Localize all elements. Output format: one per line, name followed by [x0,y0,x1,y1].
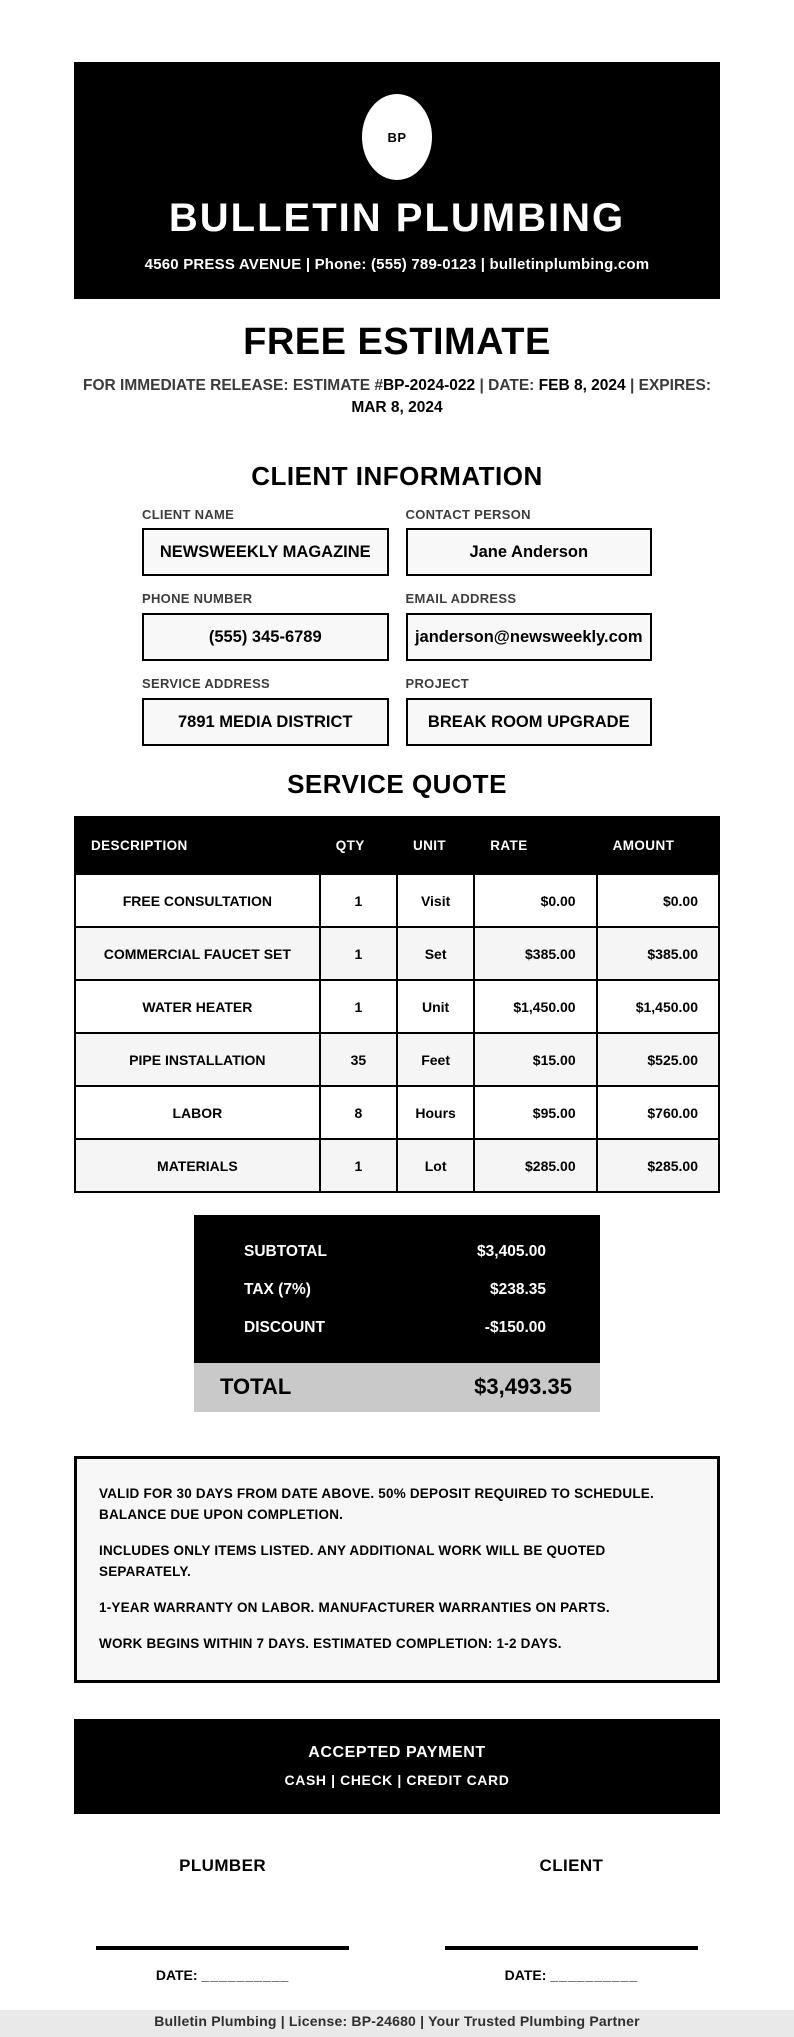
tax-row [194,1281,600,1299]
client-date [423,1967,720,1983]
cell-unit: Set [397,927,474,980]
cell-qty: 8 [320,1086,397,1139]
cell-unit: Lot [397,1139,474,1192]
service-address-field [142,677,389,746]
cell-description: FREE CONSULTATION [75,874,320,927]
table-row [75,1033,719,1086]
email-address-field [406,592,653,661]
document-title: FREE ESTIMATE [243,321,551,363]
terms-item: 1-YEAR WARRANTY ON LABOR. MANUFACTURER WARRANTIES ON PARTS. [99,1600,610,1616]
totals-breakdown [194,1215,600,1362]
cell-rate: $285.00 [474,1139,596,1192]
client-signature-line [445,1946,698,1950]
contact-person-field [406,508,653,577]
phone-number-value[interactable]: (555) 345-6789 [142,613,389,661]
cell-amount: $385.00 [597,927,719,980]
cell-qty: 1 [320,927,397,980]
cell-rate: $0.00 [474,874,596,927]
signature-section [74,1856,720,1983]
discount-row [194,1319,600,1337]
cell-amount: $525.00 [597,1033,719,1086]
document-footer: Bulletin Plumbing | License: BP-24680 | Your Trusted Plumbing Partner [154,2013,640,2030]
cell-description: COMMERCIAL FAUCET SET [75,927,320,980]
table-row [75,1086,719,1139]
plumber-signature-line [96,1946,349,1950]
project-value[interactable]: BREAK ROOM UPGRADE [406,698,653,746]
contact-person-value[interactable]: Jane Anderson [406,528,653,576]
tax-label: TAX (7%) [244,1281,311,1299]
date-label: DATE: [155,1967,198,1984]
cell-unit: Feet [397,1033,474,1086]
subtotal-label: SUBTOTAL [244,1243,327,1261]
date-blank-line: __________ [550,1967,639,1984]
total-value: $3,493.35 [474,1374,572,1400]
cell-rate: $385.00 [474,927,596,980]
terms-box [74,1456,720,1684]
cell-rate: $1,450.00 [474,980,596,1033]
cell-qty: 1 [320,1139,397,1192]
accepted-payment-box [74,1719,720,1814]
phone-number-field [142,592,389,661]
column-header-qty: QTY [320,817,397,874]
column-header-description: DESCRIPTION [75,817,320,874]
logo-initials: BP [387,129,407,145]
subtotal-row [194,1243,600,1261]
plumber-heading: PLUMBER [179,1856,266,1876]
terms-item: INCLUDES ONLY ITEMS LISTED. ANY ADDITIONAL WORK WILL BE QUOTED SEPARATELY. [99,1542,606,1580]
expiry-date: MAR 8, 2024 [351,399,443,417]
service-address-label: SERVICE ADDRESS [142,676,271,692]
cell-description: PIPE INSTALLATION [75,1033,320,1086]
total-label: TOTAL [220,1374,292,1400]
column-header-rate: RATE [474,817,596,874]
terms-item: VALID FOR 30 DAYS FROM DATE ABOVE. 50% DEPOSIT REQUIRED TO SCHEDULE. BALANCE DUE UPON COMPLETION. [99,1485,654,1523]
cell-qty: 1 [320,980,397,1033]
plumber-signature-block [74,1856,371,1983]
cell-amount: $760.00 [597,1086,719,1139]
company-logo [362,94,432,180]
payment-methods: CASH | CHECK | CREDIT CARD [284,1772,510,1789]
date-label: | DATE: [475,376,539,394]
client-signature-block [423,1856,720,1983]
client-name-label: CLIENT NAME [142,506,235,522]
column-header-unit: UNIT [397,817,474,874]
table-row [75,874,719,927]
cell-description: MATERIALS [75,1139,320,1192]
plumber-date [74,1967,371,1983]
company-name: BULLETIN PLUMBING [168,196,626,240]
email-address-label: EMAIL ADDRESS [405,591,517,607]
table-row [75,1139,719,1192]
client-info-form [142,508,652,747]
column-header-amount: AMOUNT [597,817,719,874]
estimate-number: BP-2024-022 [382,376,476,394]
table-row [75,927,719,980]
estimate-date: FEB 8, 2024 [538,376,626,394]
cell-unit: Visit [397,874,474,927]
company-contact-line: 4560 PRESS AVENUE | Phone: (555) 789-0123 | bulletinplumbing.com [144,256,650,273]
project-label: PROJECT [405,676,470,692]
table-header-row [75,817,719,874]
service-quote-heading: SERVICE QUOTE [287,769,507,800]
cell-amount: $1,450.00 [597,980,719,1033]
email-address-value[interactable]: janderson@newsweekly.com [406,613,653,661]
cell-description: LABOR [75,1086,320,1139]
tax-value: $238.35 [489,1281,546,1299]
date-blank-line: __________ [201,1967,290,1984]
project-field [406,677,653,746]
client-heading: CLIENT [539,1856,604,1876]
contact-person-label: CONTACT PERSON [405,506,531,522]
phone-number-label: PHONE NUMBER [142,591,253,607]
terms-item: WORK BEGINS WITHIN 7 DAYS. ESTIMATED COMPLETION: 1-2 DAYS. [99,1635,562,1651]
client-name-value[interactable]: NEWSWEEKLY MAGAZINE [142,528,389,576]
client-information-heading: CLIENT INFORMATION [251,460,543,491]
date-label: DATE: [504,1967,547,1984]
client-name-field [142,508,389,577]
cell-rate: $95.00 [474,1086,596,1139]
cell-rate: $15.00 [474,1033,596,1086]
cell-qty: 1 [320,874,397,927]
cell-qty: 35 [320,1033,397,1086]
company-header [74,62,720,299]
estimate-meta-line [72,375,722,420]
cell-amount: $285.00 [597,1139,719,1192]
cell-unit: Unit [397,980,474,1033]
expires-label: | EXPIRES: [625,376,711,394]
service-address-value[interactable]: 7891 MEDIA DISTRICT [142,698,389,746]
discount-label: DISCOUNT [244,1318,325,1336]
discount-value: -$150.00 [484,1318,546,1336]
accepted-payment-heading: ACCEPTED PAYMENT [308,1744,486,1762]
table-row [75,980,719,1033]
service-quote-table [74,816,720,1193]
cell-amount: $0.00 [597,874,719,927]
totals-box [194,1215,600,1411]
grand-total-bar [194,1363,600,1412]
subtotal-value: $3,405.00 [477,1243,546,1261]
cell-unit: Hours [397,1086,474,1139]
release-label: FOR IMMEDIATE RELEASE: ESTIMATE # [83,376,383,394]
cell-description: WATER HEATER [75,980,320,1033]
